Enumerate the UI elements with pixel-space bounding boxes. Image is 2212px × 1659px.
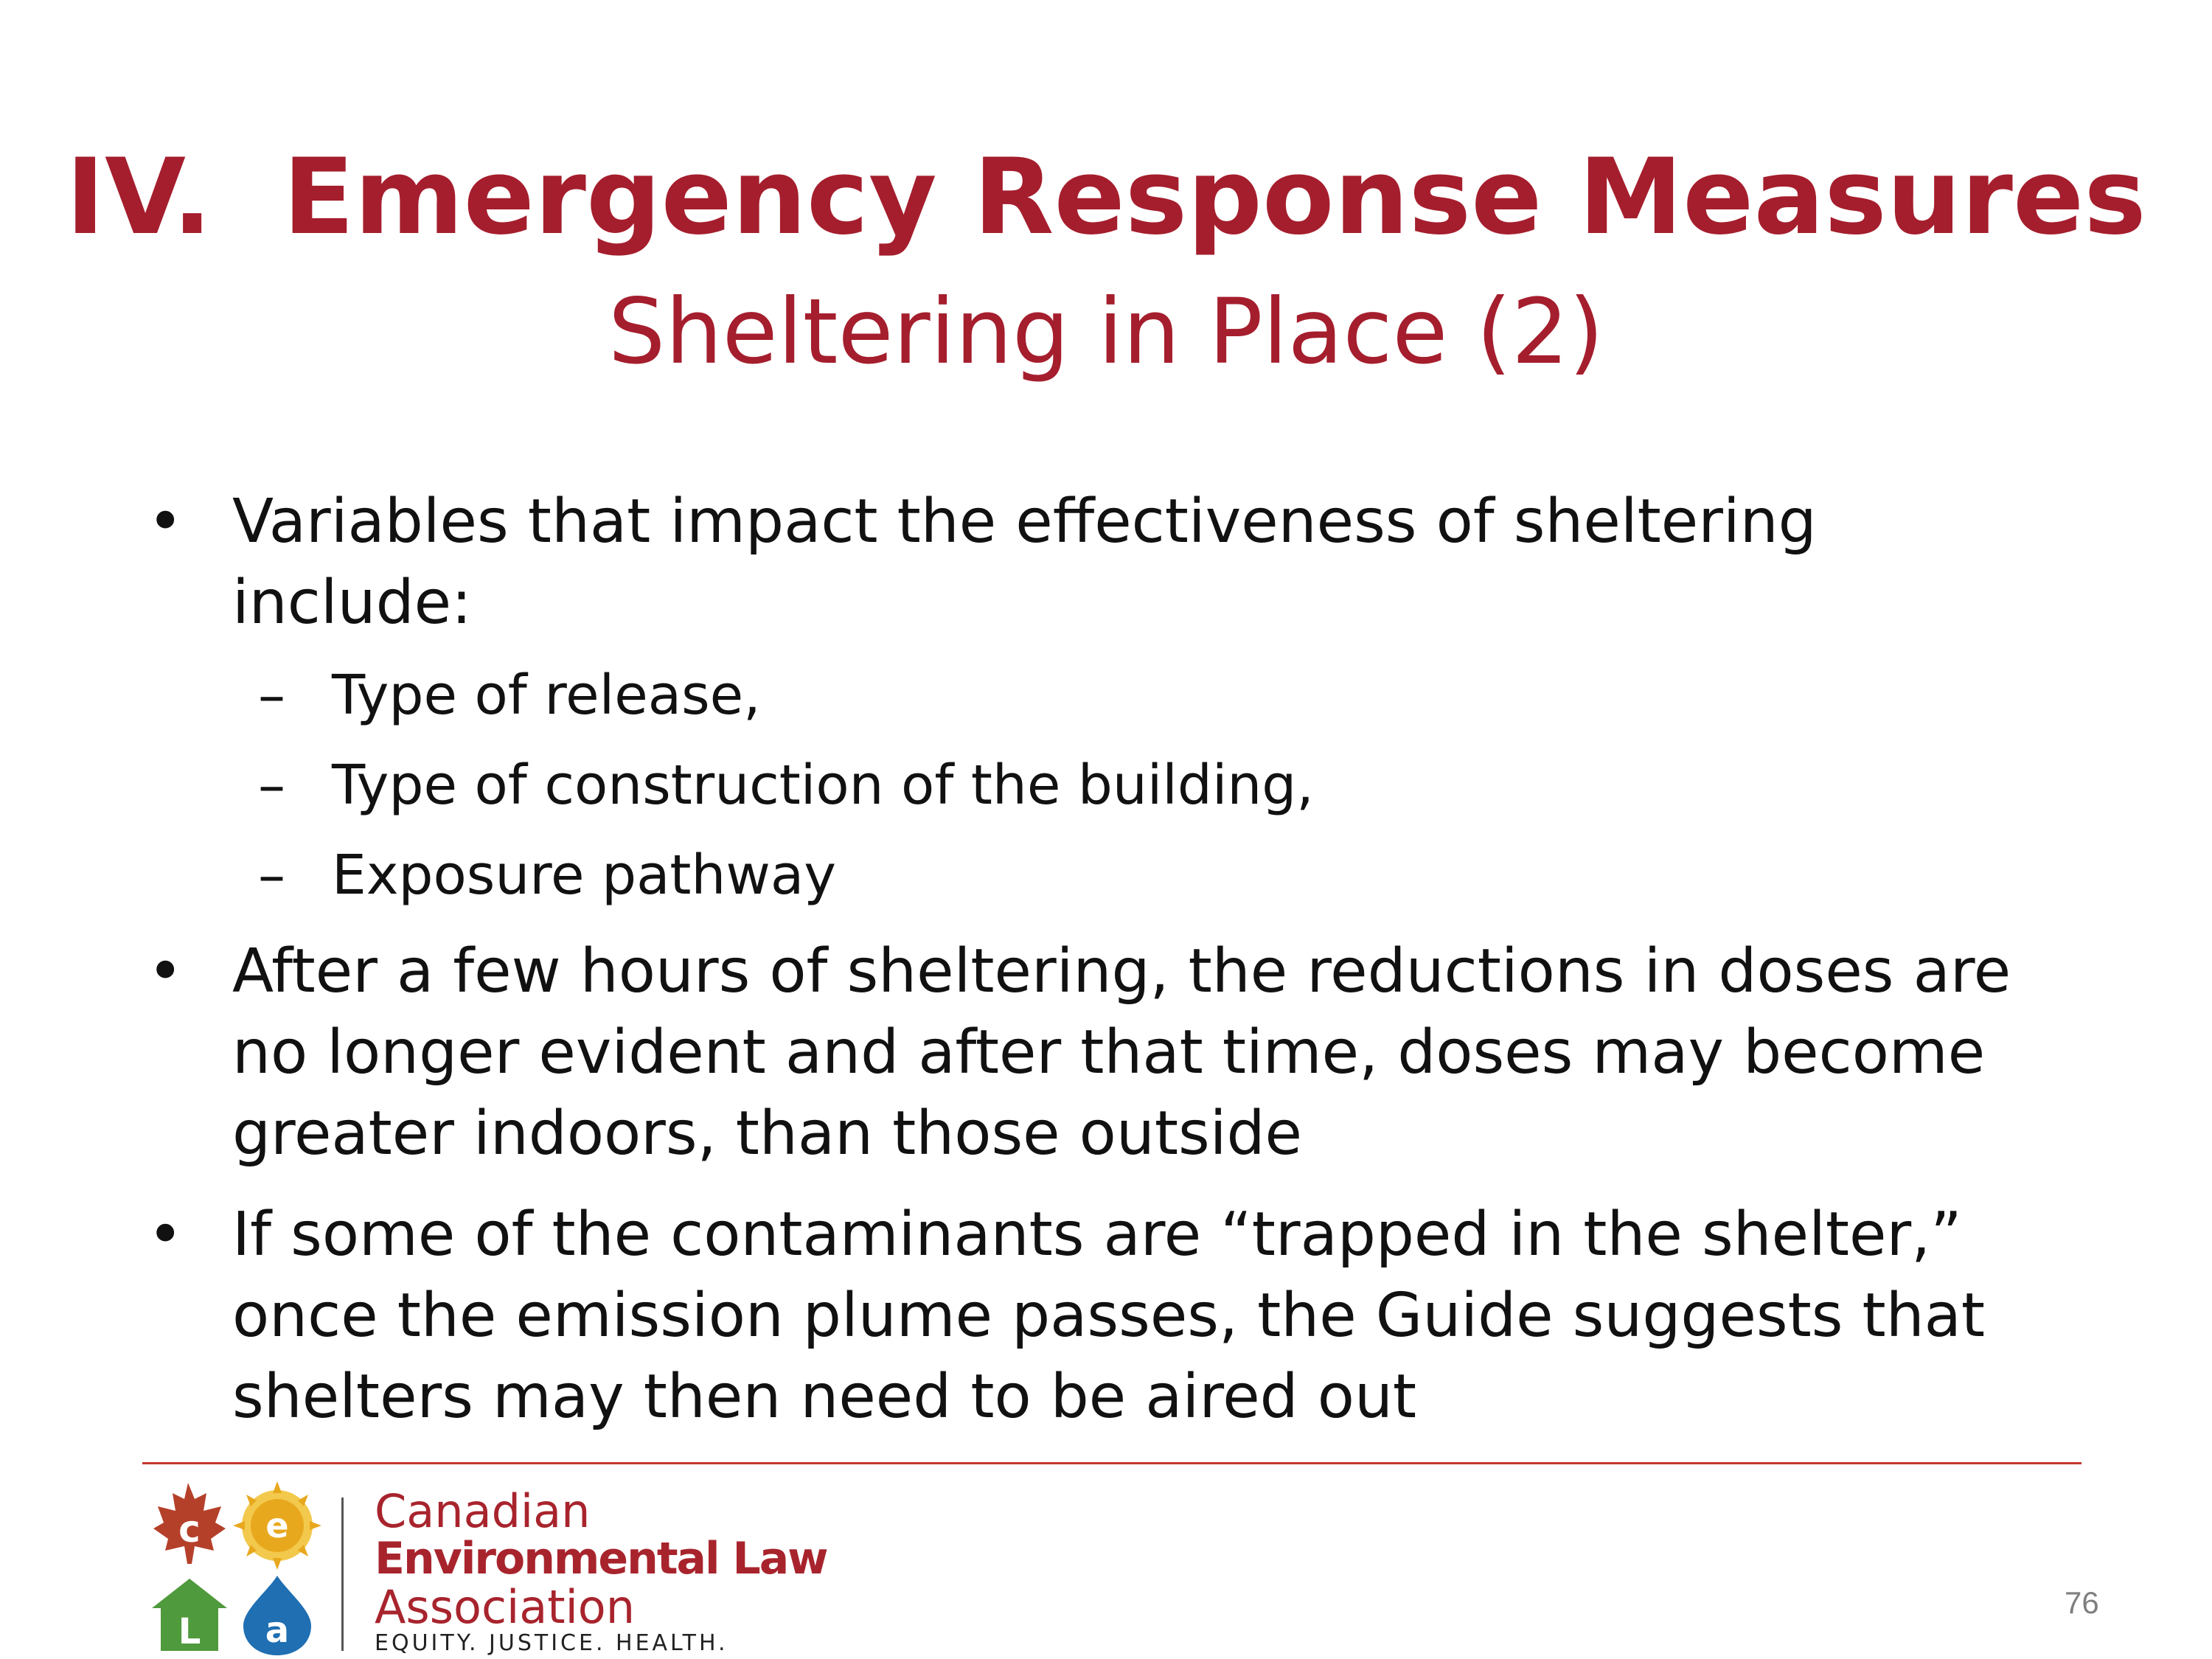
logo-tagline: EQUITY. JUSTICE. HEALTH. (375, 1630, 728, 1656)
house-icon (152, 1579, 227, 1652)
bullet-3-line-2: once the emission plume passes, the Guide suggests that (232, 1281, 1986, 1351)
bullet-1-line-2: include: (232, 568, 472, 638)
sun-icon (233, 1481, 321, 1570)
sub-bullet-marker: – (258, 664, 285, 727)
sub-item-2: Type of construction of the building, (332, 754, 1314, 817)
cela-logo (147, 1477, 830, 1658)
maple-leaf-icon (153, 1483, 226, 1564)
bullet-2-line-2: no longer evident and after that time, doses may become (232, 1018, 1986, 1088)
svg-text:c: c (178, 1508, 201, 1551)
footer-divider (142, 1462, 2081, 1464)
bullet-3-line-3: shelters may then need to be aired out (232, 1362, 1417, 1432)
bullet-3-line-1: If some of the contaminants are “trapped in the shelter,” (232, 1200, 1962, 1270)
logo-mark-icon (147, 1477, 324, 1658)
logo-name-line-2: Environmental Law (375, 1533, 827, 1585)
bullet-2-line-1: After a few hours of sheltering, the reductions in doses are (232, 936, 2011, 1006)
sub-bullet-marker: – (258, 844, 285, 907)
bullet-marker: • (147, 487, 184, 557)
logo-name-line-3: Association (375, 1580, 636, 1634)
sub-bullet-marker: – (258, 754, 285, 817)
title-text: Emergency Response Measures (282, 136, 2146, 258)
bullet-marker: • (147, 1200, 184, 1270)
bullet-2-line-3: greater indoors, than those outside (232, 1099, 1302, 1169)
bullet-1-line-1: Variables that impact the effectiveness of sheltering (232, 487, 1817, 557)
sub-item-1: Type of release, (332, 664, 761, 727)
water-drop-icon (243, 1576, 311, 1655)
svg-text:e: e (265, 1506, 289, 1545)
svg-text:a: a (265, 1610, 290, 1651)
title-section-number: IV. (66, 136, 212, 258)
logo-name-line-1: Canadian (375, 1484, 591, 1538)
slide-subtitle: Sheltering in Place (2) (608, 279, 1604, 384)
sub-item-3: Exposure pathway (332, 844, 836, 907)
page-number: 76 (2065, 1585, 2099, 1620)
bullet-marker: • (147, 936, 184, 1006)
svg-text:L: L (178, 1611, 201, 1652)
logo-separator (341, 1498, 344, 1651)
